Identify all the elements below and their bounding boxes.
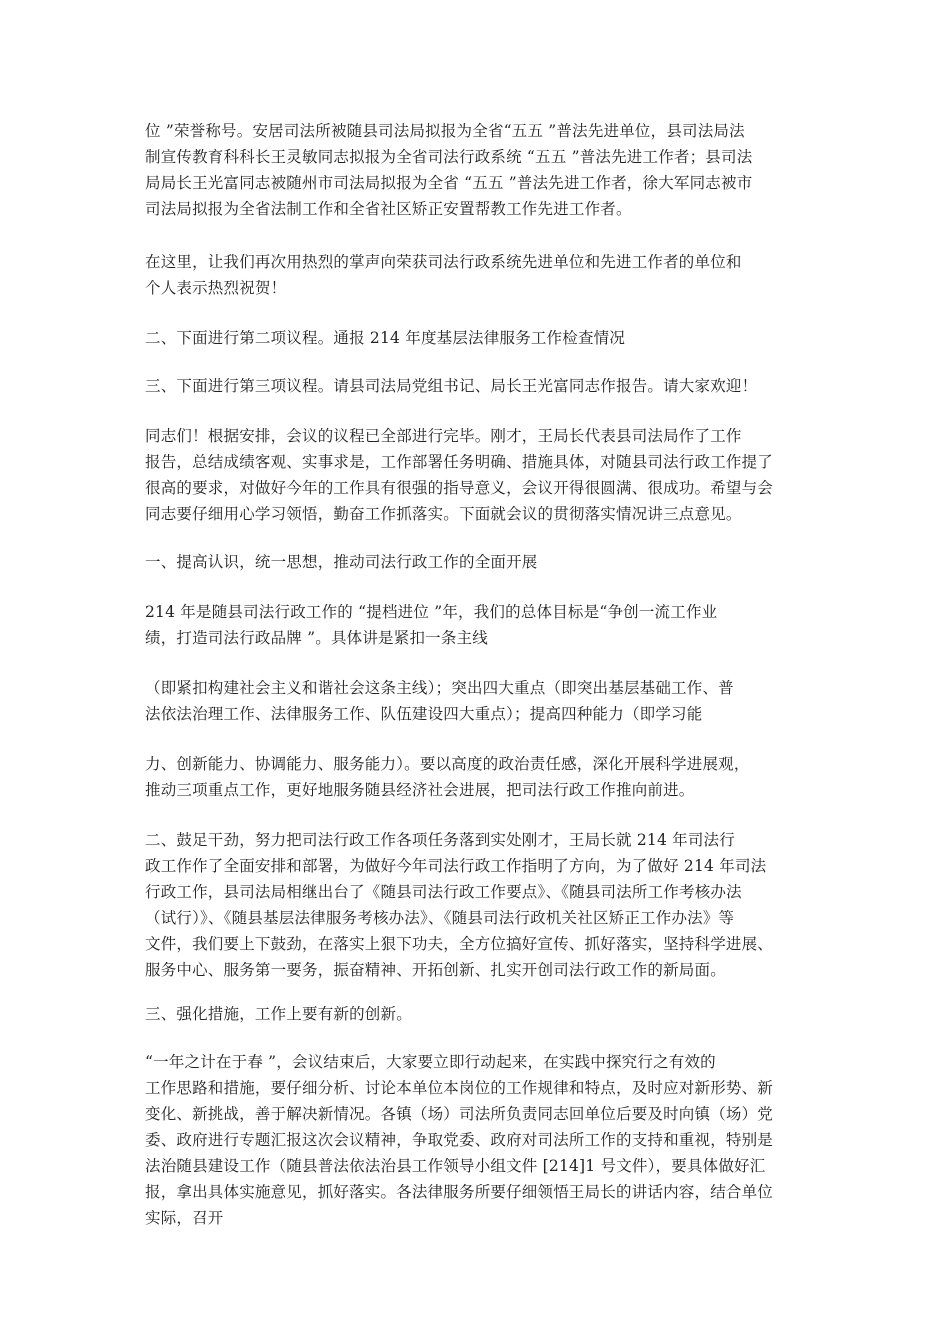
paragraph-goal (145, 599, 825, 651)
paragraph-agenda-three (145, 373, 825, 399)
paragraph-mainline (145, 675, 825, 727)
paragraph-awards (145, 118, 825, 222)
text-line: 法治随县建设工作（随县普法依法治县工作领导小组文件 [214]1 号文件），要具体做好汇 (145, 1157, 766, 1175)
text-line: 服务中心、服务第一要务，振奋精神、开拓创新、扎实开创司法行政工作的新局面。 (145, 961, 726, 979)
text-line: 三、下面进行第三项议程。请县司法局党组书记、局长王光富同志作报告。请大家欢迎！ (145, 377, 758, 395)
text-line: 制宣传教育科科长王灵敏同志拟报为全省司法行政系统 “五五 ”普法先进工作者；县司法 (145, 148, 753, 166)
paragraph-spring (145, 1049, 825, 1231)
text-line: 局局长王光富同志被随州市司法局拟报为全省 “五五 ”普法先进工作者，徐大军同志被市 (145, 174, 753, 192)
text-line: 行政工作，县司法局相继出台了《随县司法行政工作要点》、《随县司法所工作考核办法 (145, 883, 742, 901)
text-line: 绩，打造司法行政品牌 ”。具体讲是紧扣一条主线 (145, 629, 488, 647)
text-line: （试行）》、《随县基层法律服务考核办法》、《随县司法行政机关社区矫正工作办法》等 (145, 909, 735, 927)
text-line: 一、提高认识，统一思想，推动司法行政工作的全面开展 (145, 553, 538, 571)
text-line: 变化、新挑战，善于解决新情况。各镇（场）司法所负责同志回单位后要及时向镇（场）党 (145, 1105, 774, 1123)
text-line: 214 年是随县司法行政工作的 “提档进位 ”年，我们的总体目标是“争创一流工作业 (145, 603, 718, 621)
text-line: 位 ”荣誉称号。安居司法所被随县司法局拟报为全省“五五 ”普法先进单位，县司法局法 (145, 122, 745, 140)
text-line: 同志们！根据安排，会议的议程已全部进行完毕。刚才，王局长代表县司法局作了工作 (145, 427, 742, 445)
text-line: 司法局拟报为全省法制工作和全省社区矫正安置帮教工作先进工作者。 (145, 200, 632, 218)
text-line: 实际，召开 (145, 1209, 224, 1227)
paragraph-section-two (145, 827, 825, 983)
paragraph-summary (145, 423, 825, 527)
text-line: 力、创新能力、协调能力、服务能力）。要以高度的政治责任感，深化开展科学进展观， (145, 755, 750, 773)
text-line: 工作思路和措施，要仔细分析、讨论本单位本岗位的工作规律和特点，及时应对新形势、新 (145, 1079, 774, 1097)
text-line: 很高的要求，对做好今年的工作具有很强的指导意义，会议开得很圆满、很成功。希望与会 (145, 479, 774, 497)
paragraph-applause (145, 249, 825, 301)
text-line: 三、强化措施，工作上要有新的创新。 (145, 1005, 412, 1023)
text-line: 二、下面进行第二项议程。通报 214 年度基层法律服务工作检查情况 (145, 329, 626, 347)
text-line: 报告，总结成绩客观、实事求是，工作部署任务明确、措施具体，对随县司法行政工作提了 (145, 453, 774, 471)
text-line: 委、政府进行专题汇报这次会议精神，争取党委、政府对司法所工作的支持和重视，特别是 (145, 1131, 774, 1149)
text-line: 二、鼓足干劲，努力把司法行政工作各项任务落到实处刚才，王局长就 214 年司法行 (145, 831, 735, 849)
text-line: “一年之计在于春 ”，会议结束后，大家要立即行动起来，在实践中探究行之有效的 (145, 1053, 716, 1071)
text-line: 文件，我们要上下鼓劲，在落实上狠下功夫，全方位搞好宣传、抓好落实，坚持科学进展、 (145, 935, 774, 953)
text-line: 在这里，让我们再次用热烈的掌声向荣获司法行政系统先进单位和先进工作者的单位和 (145, 253, 742, 271)
text-line: 同志要仔细用心学习领悟，勤奋工作抓落实。下面就会议的贯彻落实情况讲三点意见。 (145, 505, 742, 523)
paragraph-agenda-two (145, 325, 825, 351)
section-heading-one (145, 549, 825, 575)
text-line: 推动三项重点工作，更好地服务随县经济社会进展，把司法行政工作推向前进。 (145, 781, 695, 799)
text-line: 法依法治理工作、法律服务工作、队伍建设四大重点）；提高四种能力（即学习能 (145, 705, 703, 723)
paragraph-abilities (145, 751, 825, 803)
text-line: 报，拿出具体实施意见，抓好落实。各法律服务所要仔细领悟王局长的讲话内容，结合单位 (145, 1183, 774, 1201)
text-line: 政工作作了全面安排和部署，为做好今年司法行政工作指明了方向，为了做好 214 年司法 (145, 857, 767, 875)
text-line: （即紧扣构建社会主义和谐社会这条主线）；突出四大重点（即突出基层基础工作、普 (145, 679, 734, 697)
text-line: 个人表示热烈祝贺！ (145, 279, 287, 297)
section-heading-three (145, 1001, 825, 1027)
